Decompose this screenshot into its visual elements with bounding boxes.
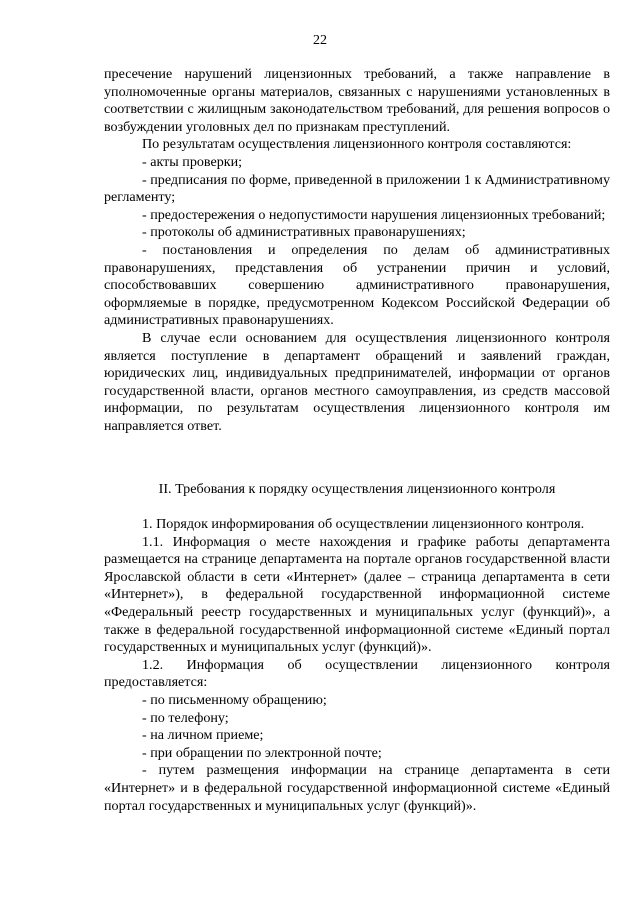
paragraph: В случае если основанием для осуществления лицензионного контроля является поступление в департамент обращений и заявлений граждан, юридических лиц, индивидуальных предпринимателей, информации от органов государственной власти, органов местного самоуправления, из средств массовой информации, по результатам осуществления лицензионного контроля им направляется ответ. <box>104 329 610 434</box>
list-item: - акты проверки; <box>142 153 243 170</box>
paragraph: 1.2. Информация об осуществлении лицензионного контроля предоставляется: <box>104 656 610 691</box>
section-licensing-results <box>104 66 610 435</box>
paragraph: По результатам осуществления лицензионного контроля составляются: <box>142 136 572 153</box>
list-item: - протоколы об административных правонарушениях; <box>142 224 466 241</box>
paragraph: 1.1. Информация о месте нахождения и графике работы департамента размещается на странице департамента на портале органов государственной власти Ярославской области в сети «Интернет» (далее – страница департамента в сети «Интернет»), в федеральной государственной информационной системе «Федеральный реестр государственных и муниципальных услуг (функций)», а также в федеральной государственной информационной системе «Единый портал государственных и муниципальных услуг (функций)». <box>104 533 610 656</box>
list-item: - путем размещения информации на странице департамента в сети «Интернет» и в федеральной государственной информационной системе «Единый портал государственных и муниципальных услуг (функций)». <box>104 762 610 814</box>
list-item: - на личном приеме; <box>142 727 264 744</box>
list-item: - по телефону; <box>142 709 229 726</box>
section-requirements <box>104 516 610 815</box>
list-item: - постановления и определения по делам об административных правонарушениях, представления об устранении причин и условий, способствовавших совершению административного правонарушения, оформляемые в порядке, предусмотренном Кодексом Российской Федерации об административных правонарушениях. <box>104 241 610 329</box>
list-item: - по письменному обращению; <box>142 691 327 708</box>
list-item: - при обращении по электронной почте; <box>142 744 382 761</box>
paragraph: пресечение нарушений лицензионных требований, а также направление в уполномоченные органы материалов, связанных с нарушениями установленных в соответствии с жилищным законодательством требований, для решения вопросов о возбуждении уголовных дел по признакам преступлений. <box>104 66 610 135</box>
section-heading: II. Требования к порядку осуществления лицензионного контроля <box>158 481 556 497</box>
page-number: 22 <box>313 33 327 48</box>
list-item: - предостережения о недопустимости нарушения лицензионных требований; <box>142 206 606 223</box>
list-item: - предписания по форме, приведенной в приложении 1 к Административному регламенту; <box>104 171 610 206</box>
paragraph: 1. Порядок информирования об осуществлении лицензионного контроля. <box>142 516 585 532</box>
